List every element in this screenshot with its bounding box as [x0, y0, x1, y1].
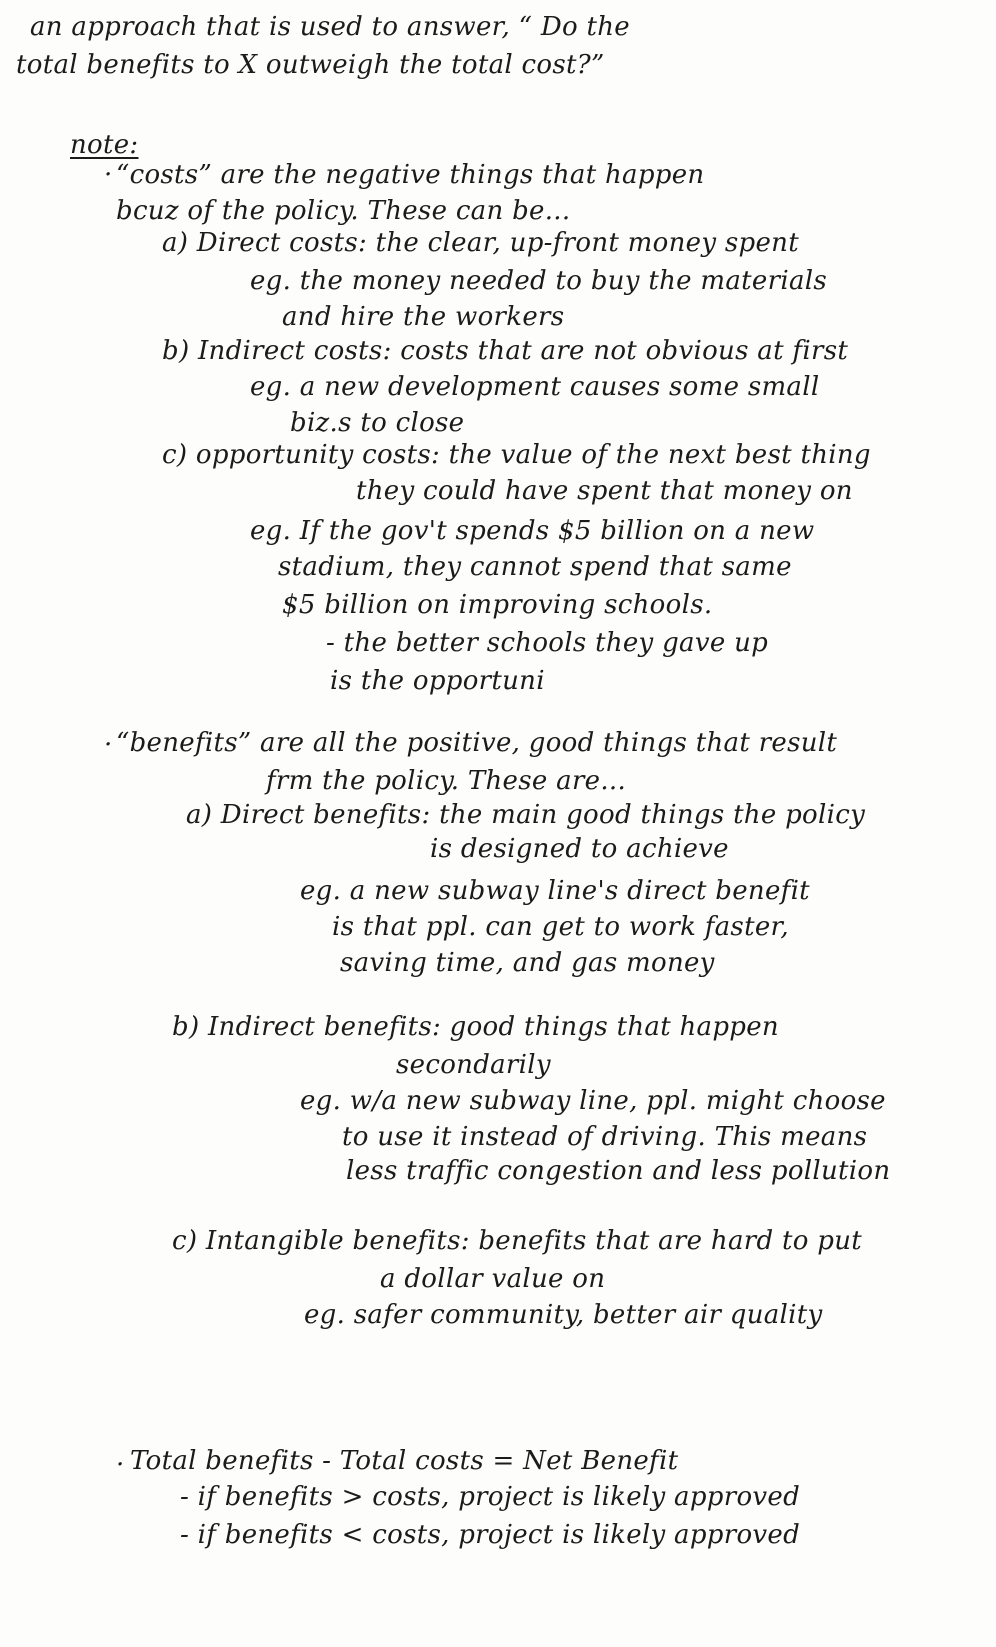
- costs-intro-1: “costs” are the negative things that happen: [116, 160, 705, 190]
- benefits-intro-2: frm the policy. These are...: [266, 766, 627, 796]
- direct-benefits-example-1: eg. a new subway line's direct benefit: [300, 876, 810, 906]
- net-benefit-formula: Total benefits - Total costs = Net Benefit: [130, 1446, 679, 1476]
- intangible-benefits-heading-cont: a dollar value on: [380, 1264, 606, 1294]
- costs-bullet: ·: [104, 160, 113, 190]
- indirect-costs-example-2: biz.s to close: [290, 408, 465, 438]
- opportunity-costs-heading-cont: they could have spent that money on: [356, 476, 853, 506]
- direct-benefits-heading: a) Direct benefits: the main good things the policy: [186, 800, 866, 830]
- indirect-costs-heading: b) Indirect costs: costs that are not obvious at first: [162, 336, 849, 366]
- indirect-benefits-heading-cont: secondarily: [396, 1050, 551, 1080]
- direct-benefits-example-3: saving time, and gas money: [340, 948, 715, 978]
- direct-benefits-heading-cont: is designed to achieve: [430, 834, 729, 864]
- opportunity-costs-example-1: eg. If the gov't spends $5 billion on a new: [250, 516, 815, 546]
- net-bullet: ·: [116, 1450, 125, 1480]
- indirect-benefits-example-2: to use it instead of driving. This means: [342, 1122, 868, 1152]
- intangible-benefits-heading: c) Intangible benefits: benefits that are hard to put: [172, 1226, 862, 1256]
- direct-costs-heading: a) Direct costs: the clear, up-front money spent: [162, 228, 799, 258]
- benefits-intro-1: “benefits” are all the positive, good things that result: [116, 728, 838, 758]
- opportunity-costs-example-2: stadium, they cannot spend that same: [278, 552, 792, 582]
- indirect-benefits-example-3: less traffic congestion and less pollution: [346, 1156, 891, 1186]
- direct-costs-example-2: and hire the workers: [282, 302, 565, 332]
- indirect-benefits-example-1: eg. w/a new subway line, ppl. might choose: [300, 1086, 886, 1116]
- opportunity-costs-example-3: $5 billion on improving schools.: [282, 590, 713, 620]
- intangible-benefits-example-1: eg. safer community, better air quality: [304, 1300, 823, 1330]
- net-benefit-rule-1: - if benefits > costs, project is likely approved: [180, 1482, 801, 1512]
- direct-costs-example-1: eg. the money needed to buy the materials: [250, 266, 827, 296]
- intro-line-2: total benefits to X outweigh the total cost?”: [16, 50, 605, 80]
- opportunity-costs-example-5: is the opportuni: [330, 666, 545, 696]
- costs-intro-2: bcuz of the policy. These can be...: [116, 196, 571, 226]
- indirect-benefits-heading: b) Indirect benefits: good things that happen: [172, 1012, 779, 1042]
- note-label: note:: [70, 130, 139, 160]
- opportunity-costs-heading: c) opportunity costs: the value of the next best thing: [162, 440, 871, 470]
- indirect-costs-example-1: eg. a new development causes some small: [250, 372, 820, 402]
- intro-line-1: an approach that is used to answer, “ Do the: [30, 12, 630, 42]
- opportunity-costs-example-4: - the better schools they gave up: [326, 628, 769, 658]
- benefits-bullet: ·: [104, 730, 113, 760]
- direct-benefits-example-2: is that ppl. can get to work faster,: [332, 912, 789, 942]
- net-benefit-rule-2: - if benefits < costs, project is likely approved: [180, 1520, 801, 1550]
